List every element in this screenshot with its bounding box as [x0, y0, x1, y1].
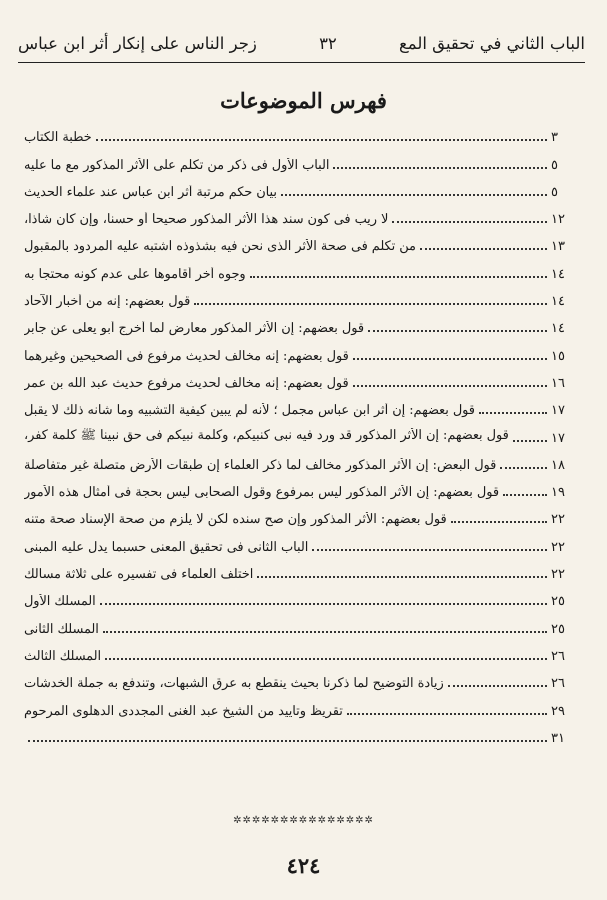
dot-leader — [368, 330, 547, 332]
dot-leader — [281, 194, 547, 196]
dot-leader — [105, 658, 547, 660]
toc-entry-page: ٣ — [551, 130, 558, 146]
toc-entry — [24, 666, 569, 693]
dot-leader — [312, 549, 547, 551]
toc-entry-title: زيادة التوضيح لما ذكرنا بحيث ينقطع به عرق الشبهات، وتندفع به جملة الخدشات — [24, 676, 444, 692]
dot-leader — [353, 385, 547, 387]
toc-entry — [24, 256, 569, 283]
toc-entry — [24, 529, 569, 556]
page-title: فهرس الموضوعات — [220, 88, 387, 113]
dot-leader — [448, 685, 547, 687]
dot-leader — [392, 221, 547, 223]
toc-entry — [24, 448, 569, 475]
toc-entry-page: ٢٦ — [551, 676, 565, 692]
toc-entry — [24, 284, 569, 311]
toc-entry-title: قول البعض: إن الأثر المذكور مخالف لما ذكر العلماء إن طبقات الأرض متصلة غير متفاصلة — [24, 457, 497, 473]
toc-entry-page: ١٣ — [551, 239, 565, 255]
dot-leader — [451, 521, 547, 523]
toc-entry — [24, 147, 569, 174]
toc-entry-title: تقريظ وتأييد من الشيخ عبد الغنى المجددى الدهلوى المرحوم — [24, 703, 343, 719]
header-chapter-title: الباب الثاني في تحقيق المع — [399, 33, 585, 53]
toc-entry-page: ٢٢ — [551, 567, 565, 583]
toc-entry — [24, 611, 569, 638]
ornament-divider: ✲✲✲✲✲✲✲✲✲✲✲✲✲✲✲ — [233, 815, 374, 826]
header-book-title: زجر الناس على إنكار أثر ابن عباس — [18, 33, 257, 53]
toc-entry-page: ١٢ — [551, 212, 565, 228]
toc-entry — [24, 120, 569, 147]
toc-entry-title: المسلك الثالث — [24, 648, 102, 664]
toc-entry-title: من تكلم فى صحة الأثر الذى نحن فيه بشذوذه اشتبه عليه المردود بالمقبول — [24, 239, 416, 255]
toc-entry-page: ٣١ — [551, 730, 565, 746]
dot-leader — [347, 713, 547, 715]
toc-entry-page: ١٩ — [551, 485, 565, 501]
toc-entry-title: قول بعضهم: إنه مخالف لحديث مرفوع فى الصحيحين وغيرهما — [24, 348, 349, 364]
toc-entry — [24, 229, 569, 256]
toc-entry — [24, 475, 569, 502]
toc-entry — [24, 420, 569, 447]
dot-leader — [96, 139, 547, 141]
toc-entry-page: ١٥ — [551, 348, 565, 364]
toc-entry-page: ٢٢ — [551, 512, 565, 528]
toc-entry-title: قول بعضهم: إن الأثر المذكور معارض لما أخرج أبو يعلى عن جابر — [24, 321, 364, 337]
toc-entry-page: ٢٥ — [551, 621, 565, 637]
toc-entry-page: ١٤ — [551, 294, 565, 310]
toc-entry-title: قول بعضهم: الأثر المذكور وإن صح سنده لكن لا يلزم من صحة الإسناد صحة متنه — [24, 512, 447, 528]
toc-entry-title: بيان حكم مرتبة أثر ابن عباس عند علماء الحديث — [24, 184, 277, 200]
toc-entry-page: ١٤ — [551, 266, 565, 282]
header-rule — [18, 62, 585, 63]
toc-entry-page: ١٧ — [551, 430, 565, 446]
dot-leader — [513, 440, 547, 442]
dot-leader — [257, 576, 547, 578]
toc-entry — [24, 584, 569, 611]
toc-entry-title: الباب الثانى فى تحقيق المعنى حسبما يدل عليه المبنى — [24, 539, 309, 555]
toc-entry — [24, 311, 569, 338]
toc-entry-title: قول بعضهم: إن الأثر المذكور ليس بمرفوع وقول الصحابى ليس بحجة فى أمثال هذه الأمور — [24, 485, 499, 501]
toc-entry-page: ٢٥ — [551, 594, 565, 610]
toc-entry — [24, 721, 569, 748]
toc-entry — [24, 366, 569, 393]
header-page-number: ٣٢ — [319, 33, 337, 53]
toc-entry-title: قول بعضهم: إن أثر ابن عباس مجمل ؛ لأنه لم يبين كيفية التشبيه وما شأنه ذلك لا يقبل — [24, 403, 475, 419]
toc-entry-title: خطبة الكتاب — [24, 130, 92, 146]
toc-entry-page: ٥ — [551, 157, 558, 173]
toc-entry-page: ٢٩ — [551, 703, 565, 719]
dot-leader — [420, 248, 547, 250]
toc-entry — [24, 502, 569, 529]
toc-entry-page: ١٧ — [551, 403, 565, 419]
dot-leader — [28, 740, 547, 742]
dot-leader — [194, 303, 547, 305]
toc-entry-title: الباب الأول فى ذكر من تكلم على الأثر المذكور مع ما عليه — [24, 157, 330, 173]
toc-entry-page: ٢٦ — [551, 648, 565, 664]
page-number: ٤٢٤ — [286, 853, 321, 878]
toc-entry — [24, 693, 569, 720]
dot-leader — [250, 276, 547, 278]
toc-entry — [24, 175, 569, 202]
toc-entry-title: قول بعضهم: إنه مخالف لحديث مرفوع حديث عبد الله بن عمر — [24, 375, 349, 391]
dot-leader — [503, 494, 547, 496]
toc-entry-title: قول بعضهم: إنه من أخبار الآحاد — [24, 294, 191, 310]
dot-leader — [353, 358, 547, 360]
toc-entry-title: قول بعضهم: إن الأثر المذكور قد ورد فيه نبى كنبيكم، وكلمة نبيكم فى حق نبينا ﷺ كلمة كفر، — [24, 427, 509, 443]
toc-entry — [24, 639, 569, 666]
toc-entry — [24, 338, 569, 365]
toc-entry-title: المسلك الثانى — [24, 621, 99, 637]
dot-leader — [333, 167, 547, 169]
toc-entry-page: ٢٢ — [551, 539, 565, 555]
toc-entry — [24, 202, 569, 229]
toc-entry-page: ١٦ — [551, 375, 565, 391]
toc-entry-title: المسلك الأول — [24, 594, 96, 610]
toc-entry — [24, 557, 569, 584]
running-header — [18, 30, 585, 56]
dot-leader — [103, 631, 547, 633]
toc-entry-title: وجوه أخر أقاموها على عدم كونه محتجا به — [24, 266, 246, 282]
toc-entry-title: اختلف العلماء فى تفسيره على ثلاثة مسالك — [24, 567, 254, 583]
toc-entry — [24, 393, 569, 420]
dot-leader — [500, 467, 547, 469]
toc-entry-page: ٥ — [551, 184, 558, 200]
dot-leader — [479, 412, 547, 414]
toc-entry-page: ١٨ — [551, 457, 565, 473]
toc-entry-title: لا ريب فى كون سند هذا الأثر المذكور صحيحا أو حسنا، وإن كان شاذا، — [24, 212, 389, 228]
table-of-contents — [24, 120, 569, 748]
dot-leader — [100, 603, 547, 605]
toc-entry-page: ١٤ — [551, 321, 565, 337]
